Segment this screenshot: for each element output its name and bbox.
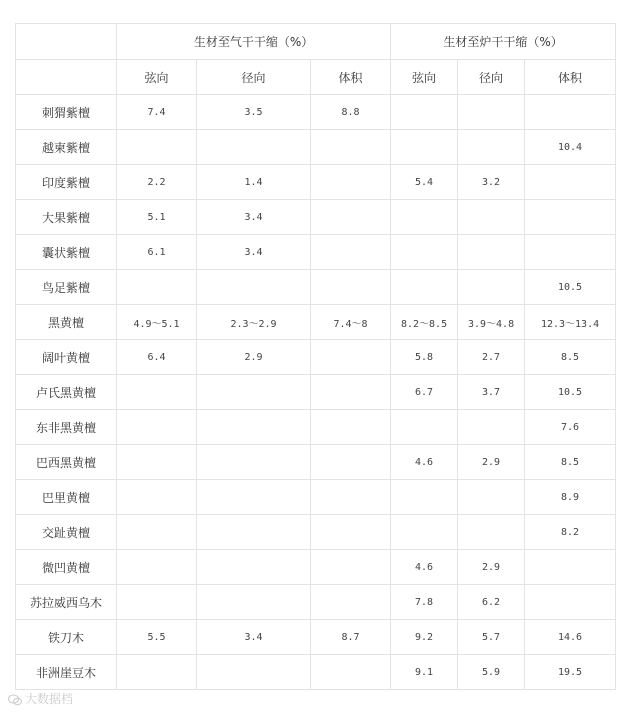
value-cell (197, 550, 311, 585)
species-name-cell: 巴里黄檀 (16, 480, 117, 515)
value-cell (391, 200, 458, 235)
value-cell (311, 130, 391, 165)
value-cell: 6.7 (391, 375, 458, 410)
table-row (16, 200, 616, 235)
value-cell (311, 270, 391, 305)
value-cell: 9.1 (391, 655, 458, 690)
corner-cell (16, 24, 117, 60)
species-name-cell: 东非黑黄檀 (16, 410, 117, 445)
value-cell: 4.6 (391, 550, 458, 585)
value-cell (197, 480, 311, 515)
value-cell: 5.8 (391, 340, 458, 375)
group-header-kiln-dry: 生材至炉干干缩（%） (391, 24, 616, 60)
table-row (16, 130, 616, 165)
header-row-directions (16, 60, 616, 95)
group-header-air-dry: 生材至气干干缩（%） (117, 24, 391, 60)
value-cell (525, 200, 616, 235)
value-cell (117, 480, 197, 515)
corner-cell (16, 60, 117, 95)
value-cell: 6.4 (117, 340, 197, 375)
value-cell (525, 585, 616, 620)
wechat-logo-icon (8, 694, 22, 706)
subheader-tangential: 弦向 (391, 60, 458, 95)
value-cell (391, 235, 458, 270)
value-cell: 3.2 (458, 165, 525, 200)
species-name-cell: 阔叶黄檀 (16, 340, 117, 375)
subheader-volume: 体积 (311, 60, 391, 95)
table-row (16, 480, 616, 515)
value-cell: 3.5 (197, 95, 311, 130)
value-cell (197, 585, 311, 620)
value-cell: 5.5 (117, 620, 197, 655)
value-cell: 8.9 (525, 480, 616, 515)
species-name-cell: 铁刀木 (16, 620, 117, 655)
value-cell (197, 410, 311, 445)
value-cell (311, 550, 391, 585)
table-row (16, 585, 616, 620)
species-name-cell: 微凹黄檀 (16, 550, 117, 585)
species-name-cell: 囊状紫檀 (16, 235, 117, 270)
value-cell: 8.8 (311, 95, 391, 130)
table-row (16, 340, 616, 375)
value-cell: 5.1 (117, 200, 197, 235)
species-name-cell: 鸟足紫檀 (16, 270, 117, 305)
species-name-cell: 苏拉威西乌木 (16, 585, 117, 620)
value-cell (117, 130, 197, 165)
value-cell (117, 655, 197, 690)
value-cell (391, 130, 458, 165)
value-cell: 2.9 (458, 550, 525, 585)
value-cell (525, 550, 616, 585)
species-name-cell: 印度紫檀 (16, 165, 117, 200)
value-cell: 9.2 (391, 620, 458, 655)
value-cell: 14.6 (525, 620, 616, 655)
value-cell: 2.9 (197, 340, 311, 375)
value-cell (391, 480, 458, 515)
species-name-cell: 黑黄檀 (16, 305, 117, 340)
value-cell: 2.7 (458, 340, 525, 375)
value-cell: 3.4 (197, 200, 311, 235)
value-cell (525, 165, 616, 200)
value-cell (391, 410, 458, 445)
value-cell: 5.7 (458, 620, 525, 655)
subheader-volume: 体积 (525, 60, 616, 95)
subheader-tangential: 弦向 (117, 60, 197, 95)
subheader-radial: 径向 (458, 60, 525, 95)
value-cell (197, 130, 311, 165)
value-cell (197, 445, 311, 480)
value-cell: 8.5 (525, 445, 616, 480)
value-cell (117, 410, 197, 445)
value-cell: 8.2 (525, 515, 616, 550)
species-name-cell: 非洲崖豆木 (16, 655, 117, 690)
value-cell (117, 445, 197, 480)
table-row (16, 95, 616, 130)
value-cell: 10.5 (525, 270, 616, 305)
value-cell (117, 585, 197, 620)
value-cell (311, 375, 391, 410)
value-cell (391, 95, 458, 130)
shrinkage-table (15, 23, 616, 690)
value-cell: 8.7 (311, 620, 391, 655)
value-cell (458, 95, 525, 130)
table-row (16, 235, 616, 270)
value-cell (458, 480, 525, 515)
table-row (16, 270, 616, 305)
value-cell: 10.4 (525, 130, 616, 165)
value-cell (391, 515, 458, 550)
value-cell (117, 270, 197, 305)
value-cell (311, 445, 391, 480)
species-name-cell: 大果紫檀 (16, 200, 117, 235)
species-name-cell: 卢氏黑黄檀 (16, 375, 117, 410)
table-row (16, 445, 616, 480)
value-cell (391, 270, 458, 305)
value-cell (458, 235, 525, 270)
table-row (16, 515, 616, 550)
value-cell (117, 375, 197, 410)
value-cell: 3.7 (458, 375, 525, 410)
table-row (16, 620, 616, 655)
value-cell: 2.9 (458, 445, 525, 480)
value-cell (311, 480, 391, 515)
value-cell (311, 515, 391, 550)
value-cell (458, 270, 525, 305)
value-cell: 3.4 (197, 620, 311, 655)
value-cell: 3.4 (197, 235, 311, 270)
table-row (16, 410, 616, 445)
value-cell: 7.4～8 (311, 305, 391, 340)
table-row (16, 550, 616, 585)
table-row (16, 655, 616, 690)
value-cell (458, 200, 525, 235)
value-cell: 2.2 (117, 165, 197, 200)
value-cell: 6.1 (117, 235, 197, 270)
value-cell (117, 515, 197, 550)
value-cell (458, 410, 525, 445)
value-cell (458, 515, 525, 550)
value-cell (311, 165, 391, 200)
value-cell: 2.3～2.9 (197, 305, 311, 340)
value-cell: 12.3～13.4 (525, 305, 616, 340)
watermark-text: 大数据档 (25, 692, 74, 706)
value-cell (311, 235, 391, 270)
value-cell (311, 655, 391, 690)
value-cell (525, 95, 616, 130)
value-cell: 7.4 (117, 95, 197, 130)
value-cell (197, 375, 311, 410)
species-name-cell: 交趾黄檀 (16, 515, 117, 550)
table-row (16, 375, 616, 410)
value-cell: 7.6 (525, 410, 616, 445)
value-cell: 4.6 (391, 445, 458, 480)
value-cell (311, 410, 391, 445)
value-cell: 7.8 (391, 585, 458, 620)
value-cell: 3.9～4.8 (458, 305, 525, 340)
value-cell: 6.2 (458, 585, 525, 620)
table-row (16, 305, 616, 340)
header-row-groups (16, 24, 616, 60)
value-cell: 5.4 (391, 165, 458, 200)
value-cell (197, 515, 311, 550)
value-cell: 1.4 (197, 165, 311, 200)
value-cell: 4.9～5.1 (117, 305, 197, 340)
table-row (16, 165, 616, 200)
value-cell (311, 340, 391, 375)
watermark (8, 690, 73, 707)
value-cell: 8.5 (525, 340, 616, 375)
subheader-radial: 径向 (197, 60, 311, 95)
value-cell: 8.2～8.5 (391, 305, 458, 340)
species-name-cell: 越柬紫檀 (16, 130, 117, 165)
species-name-cell: 刺猬紫檀 (16, 95, 117, 130)
value-cell (311, 585, 391, 620)
value-cell (117, 550, 197, 585)
value-cell (197, 655, 311, 690)
value-cell: 5.9 (458, 655, 525, 690)
value-cell (458, 130, 525, 165)
value-cell (197, 270, 311, 305)
value-cell: 10.5 (525, 375, 616, 410)
species-name-cell: 巴西黑黄檀 (16, 445, 117, 480)
value-cell: 19.5 (525, 655, 616, 690)
value-cell (525, 235, 616, 270)
value-cell (311, 200, 391, 235)
